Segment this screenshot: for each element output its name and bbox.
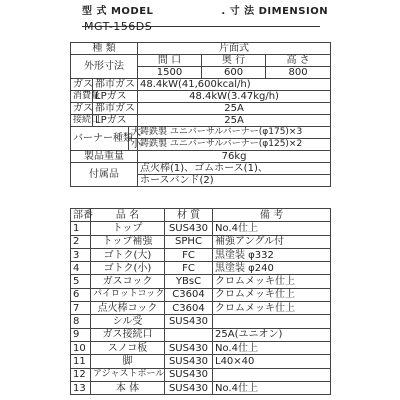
material: SUS430: [165, 368, 213, 381]
spec-row-lp-conn: [71, 115, 331, 127]
accessory-line-2: ホースバンド(2): [138, 175, 331, 187]
material: C3604: [165, 302, 213, 315]
burner-small-value: 鋳鉄製 ユニバーサルバーナー(φ125)×2: [138, 139, 331, 151]
city-consumption: 48.4kW(41,600kcal/h): [138, 79, 331, 91]
part-name: トップ補強: [91, 235, 165, 248]
table-row: [71, 262, 331, 275]
part-name: パイロットコック: [91, 288, 165, 301]
table-row: [71, 222, 331, 235]
depth-label: 奥 行: [202, 55, 266, 67]
part-name: アジャストボール: [91, 368, 165, 381]
spec-row-accessory: [71, 163, 331, 175]
remarks: L40×40: [213, 355, 331, 368]
remarks: [213, 315, 331, 328]
remarks: 黒塗装 φ240: [213, 262, 331, 275]
accessory-label: 付属品: [71, 163, 138, 187]
col-part-name: 品 名: [91, 209, 165, 222]
material: [165, 328, 213, 341]
remarks: No.4仕上: [213, 341, 331, 354]
burner-label: バーナー種類: [71, 127, 129, 151]
part-no: 9: [71, 328, 91, 341]
spec-row-lp-consumption: [71, 91, 331, 103]
part-no: 1: [71, 222, 91, 235]
spec-row-dims-head: [71, 55, 331, 67]
part-name: 脚: [91, 355, 165, 368]
weight-value: 76kg: [138, 151, 331, 163]
col-remarks: 備 考: [213, 209, 331, 222]
consumption-label: 消費量: [71, 91, 93, 103]
spec-table: [70, 42, 331, 187]
parts-header-row: [71, 209, 331, 222]
width-value: 1500: [138, 67, 202, 79]
material: SUS430: [165, 381, 213, 394]
material: YBsC: [165, 275, 213, 288]
part-no: 6: [71, 288, 91, 301]
part-no: 10: [71, 341, 91, 354]
remarks: No.4仕上: [213, 381, 331, 394]
parts-table: [70, 208, 331, 395]
remarks: クロムメッキ仕上: [213, 288, 331, 301]
table-row: [71, 302, 331, 315]
part-name: ゴトク(大): [91, 248, 165, 261]
spec-row-weight: [71, 151, 331, 163]
remarks: [213, 368, 331, 381]
table-row: [71, 288, 331, 301]
type-label: 種 類: [71, 43, 138, 55]
part-name: スノコ板: [91, 341, 165, 354]
part-name: シル受: [91, 315, 165, 328]
table-row: [71, 341, 331, 354]
part-name: ガスコック: [91, 275, 165, 288]
type-value: 片面式: [138, 43, 331, 55]
accessory-line-1: 点火棒(1)、ゴムホース(1)、: [138, 163, 331, 175]
material: FC: [165, 248, 213, 261]
table-row: [71, 315, 331, 328]
burner-small-label: 小: [129, 139, 138, 151]
part-no: 8: [71, 315, 91, 328]
material: SUS430: [165, 222, 213, 235]
part-no: 4: [71, 262, 91, 275]
table-row: [71, 248, 331, 261]
table-row: [71, 235, 331, 248]
part-no: 2: [71, 235, 91, 248]
depth-value: 600: [202, 67, 266, 79]
lp-consumption: 48.4kW(3.47kg/h): [138, 91, 331, 103]
table-row: [71, 368, 331, 381]
material: SPHC: [165, 235, 213, 248]
col-part-no: 部番: [71, 209, 91, 222]
conn-label-b: 接続口: [71, 115, 93, 127]
spec-row-type: [71, 43, 331, 55]
table-row: [71, 275, 331, 288]
city-gas-label: 都市ガス: [93, 79, 138, 91]
part-name: ガス接続口: [91, 328, 165, 341]
table-row: [71, 381, 331, 394]
remarks: クロムメッキ仕上: [213, 275, 331, 288]
table-row: [71, 355, 331, 368]
part-no: 13: [71, 381, 91, 394]
col-material: 材 質: [165, 209, 213, 222]
spec-row-city-consumption: [71, 79, 331, 91]
remarks: 補強アングル付: [213, 235, 331, 248]
material: SUS430: [165, 355, 213, 368]
part-no: 5: [71, 275, 91, 288]
dimension-label: . 寸 法 DIMENSION: [221, 6, 329, 17]
city-conn-value: 25A: [138, 103, 331, 115]
remarks: 黒塗装 φ332: [213, 248, 331, 261]
remarks: No.4仕上: [213, 222, 331, 235]
weight-label: 製品重量: [71, 151, 138, 163]
burner-large-value: 鋳鉄製 ユニバーサルバーナー(φ175)×3: [138, 127, 331, 139]
part-no: 12: [71, 368, 91, 381]
material: C3604: [165, 288, 213, 301]
remarks: クロムメッキ仕上: [213, 302, 331, 315]
width-label: 間 口: [138, 55, 202, 67]
burner-large-label: 大: [129, 127, 138, 139]
gas-label: ガス: [71, 79, 93, 91]
conn-label-a: ガス: [71, 103, 93, 115]
height-value: 800: [266, 67, 331, 79]
part-name: トップ: [91, 222, 165, 235]
lp-conn-label: LPガス: [93, 115, 138, 127]
city-conn-label: 都市ガス: [93, 103, 138, 115]
model-label: 型 式 MODEL: [82, 6, 154, 17]
height-label: 高 さ: [266, 55, 331, 67]
part-name: ゴトク(小): [91, 262, 165, 275]
table-row: [71, 328, 331, 341]
parts-body: [71, 222, 331, 395]
lp-gas-label: LPガス: [93, 91, 138, 103]
part-no: 11: [71, 355, 91, 368]
part-name: 本 体: [91, 381, 165, 394]
material: SUS430: [165, 315, 213, 328]
part-no: 7: [71, 302, 91, 315]
part-name: 点火棒コック: [91, 302, 165, 315]
outer-dims-label: 外形寸法: [71, 55, 138, 79]
remarks: 25A(ユニオン): [213, 328, 331, 341]
part-no: 3: [71, 248, 91, 261]
material: FC: [165, 262, 213, 275]
lp-conn-value: 25A: [138, 115, 331, 127]
spec-row-burner-large: [71, 127, 331, 139]
model-number: MGT-156DS: [84, 20, 153, 33]
material: SUS430: [165, 341, 213, 354]
spec-row-city-conn: [71, 103, 331, 115]
